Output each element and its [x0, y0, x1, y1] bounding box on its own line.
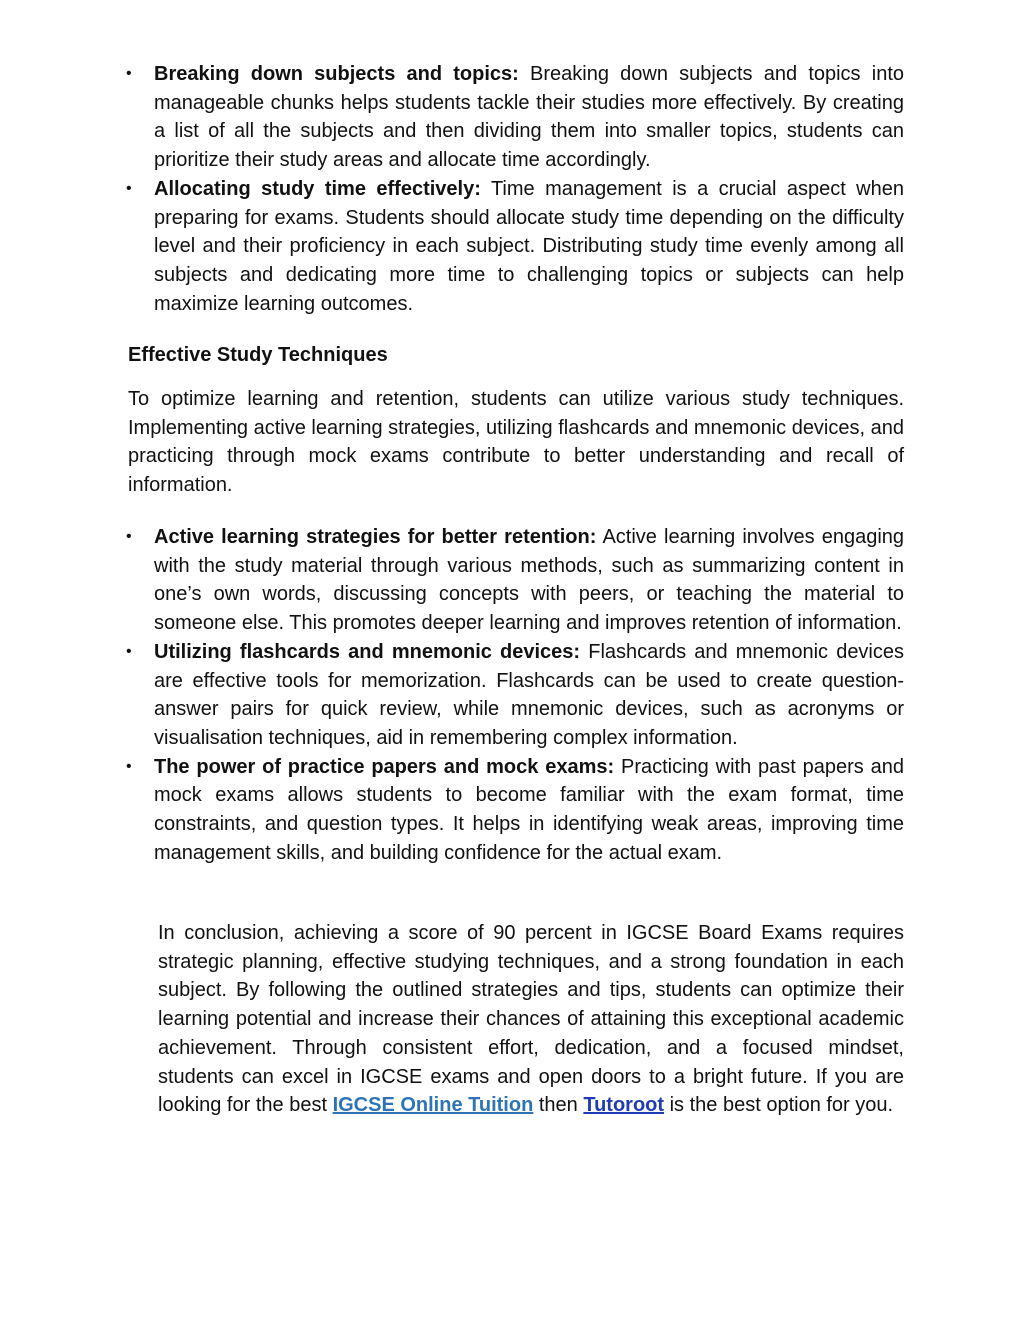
list-item [116, 753, 904, 868]
list-item-text: Practicing with past papers and mock exams allows students to become familiar with the exam format, time constraints, and question types. It helps in identifying weak areas, improving time management skills, and building confidence for the actual exam. [154, 755, 904, 864]
conclusion-text: In conclusion, achieving a score of 90 percent in IGCSE Board Exams requires strategic planning, effective studying techniques, and a strong foundation in each subject. By following the outlined strategies and tips, students can optimize their learning potential and increase their chances of attaining this exceptional academic achievement. Through consistent effort, dedication, and a focused mindset, students can excel in IGCSE exams and open doors to a bright future. If you are looking for the best [158, 922, 904, 1117]
list-item [116, 60, 904, 175]
list-item-title: Active learning strategies for better retention: [154, 526, 597, 548]
bullet-icon: • [126, 528, 132, 545]
list-item-text: Time management is a crucial aspect when preparing for exams. Students should allocate study time depending on the difficulty level and their proficiency in each subject. Distributing study time evenly among all subjects and dedicating more time to challenging topics or subjects can help maximize learning outcomes. [154, 177, 904, 315]
bullet-icon: • [126, 179, 132, 197]
igcse-online-tuition-link[interactable]: IGCSE Online Tuition [332, 1094, 534, 1117]
study-techniques-list [116, 523, 904, 867]
list-item-title: Breaking down subjects and topics: [154, 63, 519, 85]
conclusion-text: is the best option for you. [664, 1094, 894, 1117]
section-intro: To optimize learning and retention, students can utilize various study techniques. Implementing active learning strategies, utilizing flashcards and mnemonic devices, and practicing through mock exams contribute to better understanding and recall of information. [128, 388, 904, 497]
bullet-icon: • [126, 65, 132, 82]
section-heading: Effective Study Techniques [128, 344, 388, 366]
conclusion-text: then [533, 1094, 584, 1117]
list-item [116, 175, 904, 319]
list-item-text: Flashcards and mnemonic devices are effective tools for memorization. Flashcards can be used to create question-answer pairs for quick review, while mnemonic devices, such as acronyms or visualisation techniques, aid in remembering complex information. [154, 640, 905, 749]
list-item-title: The power of practice papers and mock exams: [154, 755, 615, 778]
tutoroot-link[interactable]: Tutoroot [583, 1094, 665, 1117]
list-item-title: Utilizing flashcards and mnemonic devices: [154, 640, 581, 663]
conclusion-paragraph [158, 919, 904, 1120]
list-item-text: Breaking down subjects and topics into manageable chunks helps students tackle their studies more effectively. By creating a list of all the subjects and then dividing them into smaller topics, students can prioritize their study areas and allocate time accordingly. [154, 63, 905, 172]
list-item [116, 523, 904, 638]
list-item-text: Active learning involves engaging with the study material through various methods, such as summarizing content in one’s own words, discussing concepts with peers, or teaching the material to someone else. This promotes deeper learning and improves retention of information. [154, 526, 905, 635]
bullet-icon: • [126, 757, 132, 775]
list-item [116, 638, 904, 753]
bullet-icon: • [126, 642, 132, 660]
study-plan-list [116, 60, 904, 318]
list-item-title: Allocating study time effectively: [154, 177, 481, 200]
